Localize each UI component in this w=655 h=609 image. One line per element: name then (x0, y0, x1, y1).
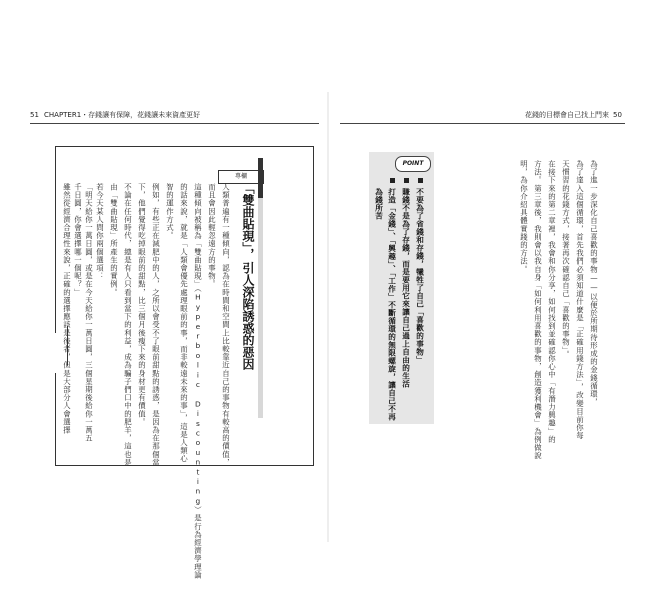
bullet-icon (418, 178, 423, 183)
point-item-continuation: 為錢所苦 (374, 188, 384, 220)
body-text-line: 天慣習的花錢方式，接著再次確認自己「喜歡的事物」。 (561, 160, 571, 359)
column-text-line: 下，他們覺得吃掉眼前的甜點，比三個月後瘦下來的身材更有價值。 (137, 183, 147, 426)
point-item: 賺錢不是為了存錢，而是要用它來讓自己過上自由的生活 (401, 188, 411, 388)
body-text-line: 明，為你介紹具體實踐的方法。 (519, 160, 529, 274)
column-text-line: 的話來說，就是「人類會優先處理眼前的事，而非較遠未來的事」，這是人類心 (179, 183, 189, 463)
column-tag: 專欄 (218, 170, 264, 184)
point-label: POINT (395, 156, 431, 172)
point-item: 不要為了省錢和存錢，犧牲了自己「喜歡的事物」 (415, 188, 425, 364)
right-running-head: 花錢的目標會自己找上門來 (525, 111, 609, 119)
column-text-line: 千日圓，你會選擇哪一個呢？」 (73, 183, 83, 297)
column-text-line: 而且會因此輕忽遠方的事物。 (207, 183, 217, 289)
title-accent-bar (258, 158, 263, 418)
column-text-line: 不論在任何時代，總是有人只看到當下的利益，成為騙子們口中的肥羊，這也是 (123, 183, 133, 467)
body-text-line: 方法。第三章後，我則會以我自身「如何利用喜歡的事物，創造獲利機會」為例做說 (533, 160, 543, 460)
column-title-line2: 引人深陷誘惑的惡因 (241, 262, 255, 370)
body-text-line: 為了進一步深化自己喜歡的事物——以便於所期待形成的金錢循環， (589, 160, 599, 407)
bullet-icon (404, 178, 409, 183)
left-page-number: 51 (30, 111, 39, 119)
column-title-line1: 「雙曲貼現」， (241, 182, 255, 260)
body-text-line: 為了達入這個循環，首先我們必須知道什麼是「正確用錢方法」，改變目前你每 (575, 160, 585, 440)
column-text-line: 人類普遍有一種傾向，認為在時間和空間上比較靠近自己的事物有較高的價值， (221, 183, 231, 467)
column-text-line: 若今天某人問你兩個選項： (95, 183, 105, 281)
column-text-line: 這種傾向被稱為「雙曲貼現」（Hyperbolic Discounting）是行為經濟學理論 (193, 183, 203, 579)
column-text-line: 智的運作方式。 (165, 183, 175, 240)
column-text-line: 雖然從經濟合理性來說，正確的選擇應該是後者，但是大部分人會選擇 (62, 183, 72, 435)
point-item: 打造「金錢」、「興趣」、「工作」不斷循環的無限螺旋，讓自己不再 (387, 188, 397, 421)
column-text-line: 例如，有些正在減肥中的人，之所以會受不了眼前甜點的誘惑，是因為在那個當 (151, 183, 161, 467)
body-text-line: 在接下來的第二章裡，我會和你分享，如何找到並確認你心中「有潛力興趣」的 (547, 160, 557, 444)
left-header-rule (30, 123, 319, 124)
right-header-rule (340, 123, 625, 124)
bullet-icon (390, 178, 395, 183)
book-gutter (327, 92, 329, 542)
column-text-line: 「明天給你一萬日圓，或是在今天給你一萬日圓，三個星期後給你一萬五 (84, 183, 94, 443)
column-text-line: 由「雙曲貼現」所產生的實例。 (109, 183, 119, 297)
right-page-number: 50 (613, 111, 622, 119)
left-running-head: CHAPTER1・存錢讓有保障，花錢讓未來資產更好 (44, 111, 201, 119)
